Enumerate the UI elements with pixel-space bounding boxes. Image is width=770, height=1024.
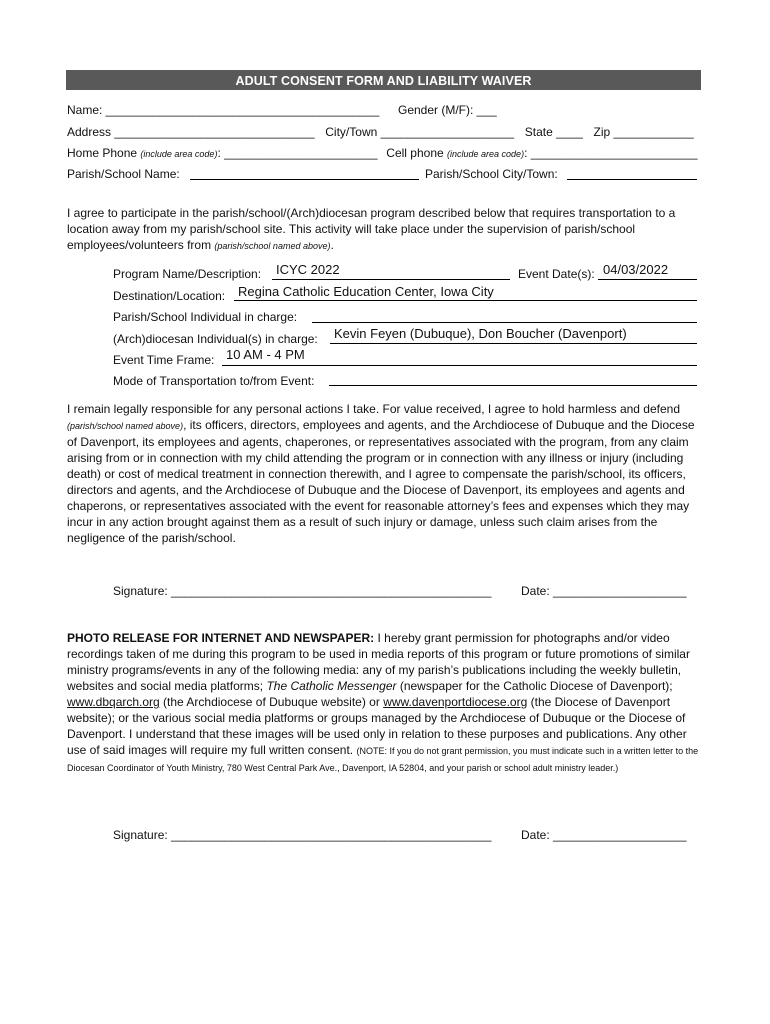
event-date-label: Event Date(s):: [518, 267, 595, 281]
catholic-messenger: The Catholic Messenger: [266, 679, 397, 693]
photo-release-paragraph: [67, 630, 701, 776]
parish-row: [67, 166, 180, 182]
gender-field[interactable]: Gender (M/F): ___: [398, 103, 497, 117]
parish-city-row: [425, 166, 558, 182]
parish-school-name-field[interactable]: [190, 179, 419, 180]
diocesan-individual-label: (Arch)diocesan Individual(s) in charge:: [113, 332, 318, 346]
date-2-field[interactable]: Date: ____________________: [521, 828, 687, 842]
parish-school-city-label: Parish/School City/Town:: [425, 167, 558, 181]
cell-phone-field[interactable]: : _________________________: [524, 146, 698, 160]
liability-text-1: I remain legally responsible for any personal actions I take. For value received, I agree to hold harmless and defend: [67, 402, 681, 416]
photo-release-heading: PHOTO RELEASE FOR INTERNET AND NEWSPAPER:: [67, 631, 375, 645]
zip-field[interactable]: Zip ____________: [593, 125, 694, 139]
photo-release-text-4: (the Diocese of Davenport website); or the various social media platforms or groups managed by the Archdiocese of Dubuque or the Diocese of Davenport. I understand that these images will be used only in relation to these purposes and publications. Any other use of said images will require my full written consent.: [67, 695, 687, 757]
agreement-note: (parish/school named above): [214, 241, 331, 251]
destination-value: Regina Catholic Education Center, Iowa City: [238, 284, 494, 299]
signature-1-field[interactable]: Signature: ________________________________________________: [113, 584, 492, 598]
phone-row: [67, 145, 698, 162]
event-date-value: 04/03/2022: [603, 262, 669, 277]
signature-2-field[interactable]: Signature: ________________________________________________: [113, 828, 492, 842]
home-phone-note: (include area code): [140, 149, 218, 159]
parish-school-name-label: Parish/School Name:: [67, 167, 180, 181]
transport-field[interactable]: [329, 385, 697, 386]
liability-paragraph: [67, 401, 701, 546]
address-field[interactable]: Address ______________________________: [67, 125, 315, 139]
event-time-value: 10 AM - 4 PM: [226, 347, 305, 362]
event-date-field[interactable]: [598, 279, 697, 280]
diocesan-individual-value: Kevin Feyen (Dubuque), Don Boucher (Davenport): [334, 326, 627, 341]
liability-text-2: , its officers, directors, employees and agents, and the Archdiocese of Dubuque and the Diocese of Davenport, its employees and agents, chaperones, or representatives associated with the program, from any claim arising from or in connection with my child attending the program or in connection with any illness or injury (including death) or cost of medical treatment in connection therewith, and I agree to compensate the parish/school, its officers, directors and agents, and the Archdiocese of Dubuque and the Diocese of Davenport, its employees and agents and chaperons, or representatives associated with the event for reasonable attorney’s fees and expenses which they may incur in any action brought against them as a result of such injury or damage, unless such claim arises from the negligence of the parish/school.: [67, 418, 695, 545]
davenportdiocese-link[interactable]: www.davenportdiocese.org: [383, 695, 528, 709]
destination-label: Destination/Location:: [113, 289, 226, 303]
date-1-field[interactable]: Date: ____________________: [521, 584, 687, 598]
parish-school-city-field[interactable]: [567, 179, 697, 180]
agreement-paragraph: [67, 205, 701, 254]
program-name-field[interactable]: [272, 279, 510, 280]
home-phone-field[interactable]: : _______________________: [217, 146, 378, 160]
destination-field[interactable]: [234, 300, 697, 301]
address-row: [67, 124, 694, 140]
agreement-end: .: [330, 238, 334, 252]
city-field[interactable]: City/Town ____________________: [325, 125, 515, 139]
program-name-label: Program Name/Description:: [113, 267, 262, 281]
photo-release-note: (NOTE: If you do not grant permission, you must indicate such in a written letter to the Diocesan Coordinator of Youth Ministry, 780 West Central Park Ave., Davenport, IA 52804, and your parish or school adult ministry leader.): [67, 746, 699, 773]
parish-individual-label: Parish/School Individual in charge:: [113, 310, 298, 324]
liability-note: (parish/school named above): [67, 421, 184, 431]
home-phone-label: Home Phone: [67, 146, 138, 160]
name-field[interactable]: Name: _________________________________________: [67, 103, 380, 117]
photo-release-text-2: (newspaper for the Catholic Diocese of Davenport);: [396, 679, 673, 693]
event-time-field[interactable]: [222, 365, 697, 366]
name-row: [67, 102, 497, 118]
photo-release-text-1: I hereby grant permission for photographs and/or video recordings taken of me during this program to be used in media reports of this program or future promotions of similar ministry programs/events in any of the following media: any of my parish’s publications including the weekly bulletin, websites and social media platforms;: [67, 631, 690, 693]
dbqarch-link[interactable]: www.dbqarch.org: [67, 695, 160, 709]
cell-phone-note: (include area code): [447, 149, 525, 159]
state-field[interactable]: State ____: [524, 125, 583, 139]
event-time-label: Event Time Frame:: [113, 353, 215, 367]
transport-label: Mode of Transportation to/from Event:: [113, 374, 315, 388]
form-title: ADULT CONSENT FORM AND LIABILITY WAIVER: [66, 70, 701, 90]
cell-phone-label: Cell phone: [386, 146, 444, 160]
program-name-value: ICYC 2022: [276, 262, 340, 277]
diocesan-individual-field[interactable]: [330, 343, 697, 344]
parish-individual-field[interactable]: [312, 322, 697, 323]
agreement-text: I agree to participate in the parish/school/(Arch)diocesan program described below that requires transportation to a location away from my parish/school site. This activity will take place under the supervision of parish/school employees/volunteers from: [67, 206, 676, 252]
photo-release-text-3: (the Archdiocese of Dubuque website) or: [159, 695, 384, 709]
